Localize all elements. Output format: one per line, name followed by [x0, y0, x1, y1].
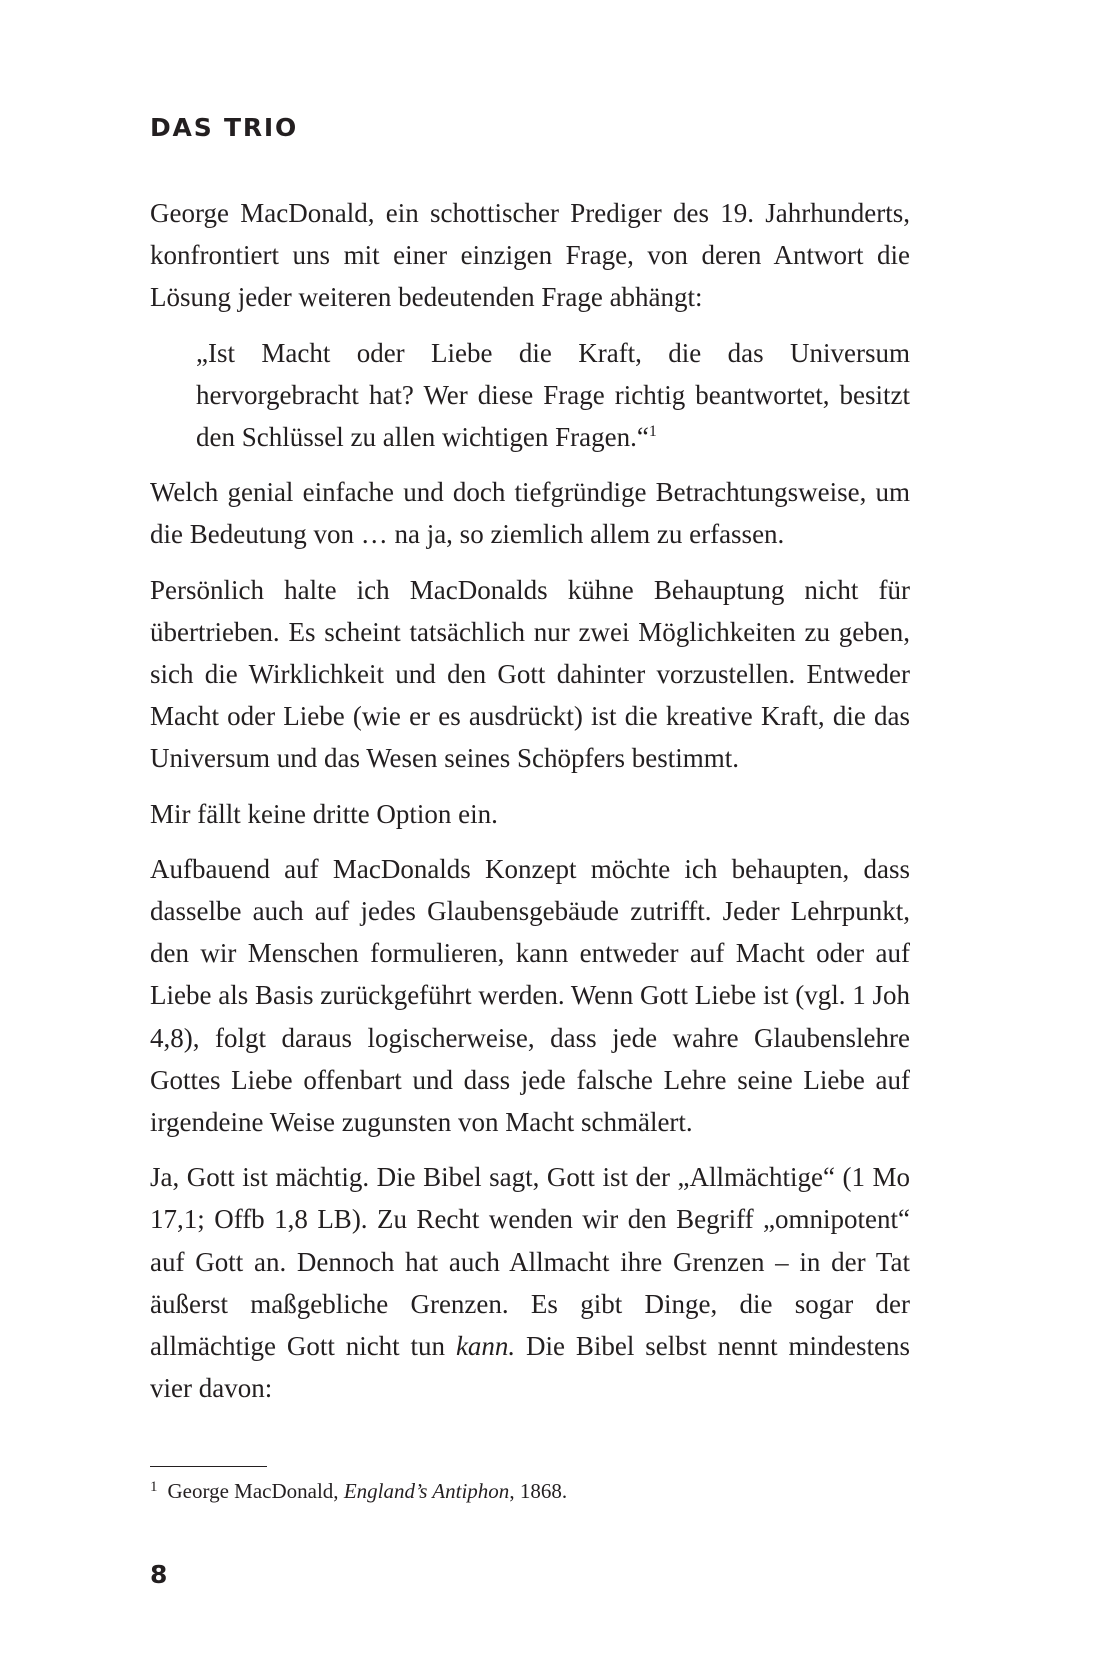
quote-text: „Ist Macht oder Liebe die Kraft, die das Universum hervorgebracht hat? Wer diese Frage richtig beantwortet, besitzt den Schlüssel zu allen wichtigen Fragen.“	[196, 337, 910, 453]
footnote-reference[interactable]: 1	[648, 423, 657, 441]
paragraph-text: Ja, Gott ist mächtig. Die Bibel sagt, Gott ist der „Allmächtige“ (1 Mo 17,1; Offb 1,8 LB). Zu Recht wenden wir den Begriff „omnipotent“ auf Gott an. Dennoch hat auch Allmacht ihre Grenzen – in der Tat äußerst maßgebliche Grenzen. Es gibt Dinge, die sogar der allmächtige Gott nicht tun	[150, 1162, 910, 1362]
emphasis: kann.	[455, 1331, 516, 1362]
paragraph: Mir fällt keine dritte Option ein.	[150, 798, 498, 829]
chapter-heading: DAS TRIO	[150, 113, 299, 142]
paragraph: George MacDonald, ein schottischer Prediger des 19. Jahrhunderts, konfrontiert uns mit einer einzigen Frage, von deren Antwort die Lösung jeder weiteren bedeutenden Frage abhängt:	[150, 198, 910, 313]
paragraph-text: Die Bibel selbst nennt mindestens vier davon:	[150, 1331, 910, 1404]
page-number: 8	[150, 1560, 168, 1589]
footnote-number: 1	[150, 1479, 158, 1495]
body-text	[150, 192, 910, 1422]
footnote	[150, 1476, 910, 1506]
paragraph: Welch genial einfache und doch tiefgründige Betrachtungsweise, um die Bedeutung von … na ja, so ziemlich allem zu erfassen.	[150, 477, 910, 550]
paragraph	[150, 1156, 910, 1409]
block-quote	[196, 332, 910, 459]
footnote-year: , 1868.	[509, 1479, 568, 1503]
paragraph: Persönlich halte ich MacDonalds kühne Behauptung nicht für übertrieben. Es scheint tatsächlich nur zwei Möglichkeiten zu geben, sich die Wirklichkeit und den Gott dahinter vorzustellen. Entweder Macht oder Liebe (wie er es ausdrückt) ist die kreative Kraft, die das Universum und das Wesen seines Schöpfers bestimmt.	[150, 574, 910, 774]
paragraph: Aufbauend auf MacDonalds Konzept möchte ich behaupten, dass dasselbe auch auf jedes Glaubensgebäude zutrifft. Jeder Lehrpunkt, den wir Menschen formulieren, kann entweder auf Macht oder auf Liebe als Basis zurückgeführt werden. Wenn Gott Liebe ist (vgl. 1 Joh 4,8), folgt daraus logischerweise, dass jede wahre Glaubenslehre Gottes Liebe offenbart und dass jede falsche Lehre seine Liebe auf irgendeine Weise zugunsten von Macht schmälert.	[150, 853, 910, 1138]
footnote-author: George MacDonald,	[167, 1479, 344, 1503]
footnote-title: England’s Antiphon	[343, 1479, 510, 1503]
footnote-divider	[150, 1466, 267, 1467]
